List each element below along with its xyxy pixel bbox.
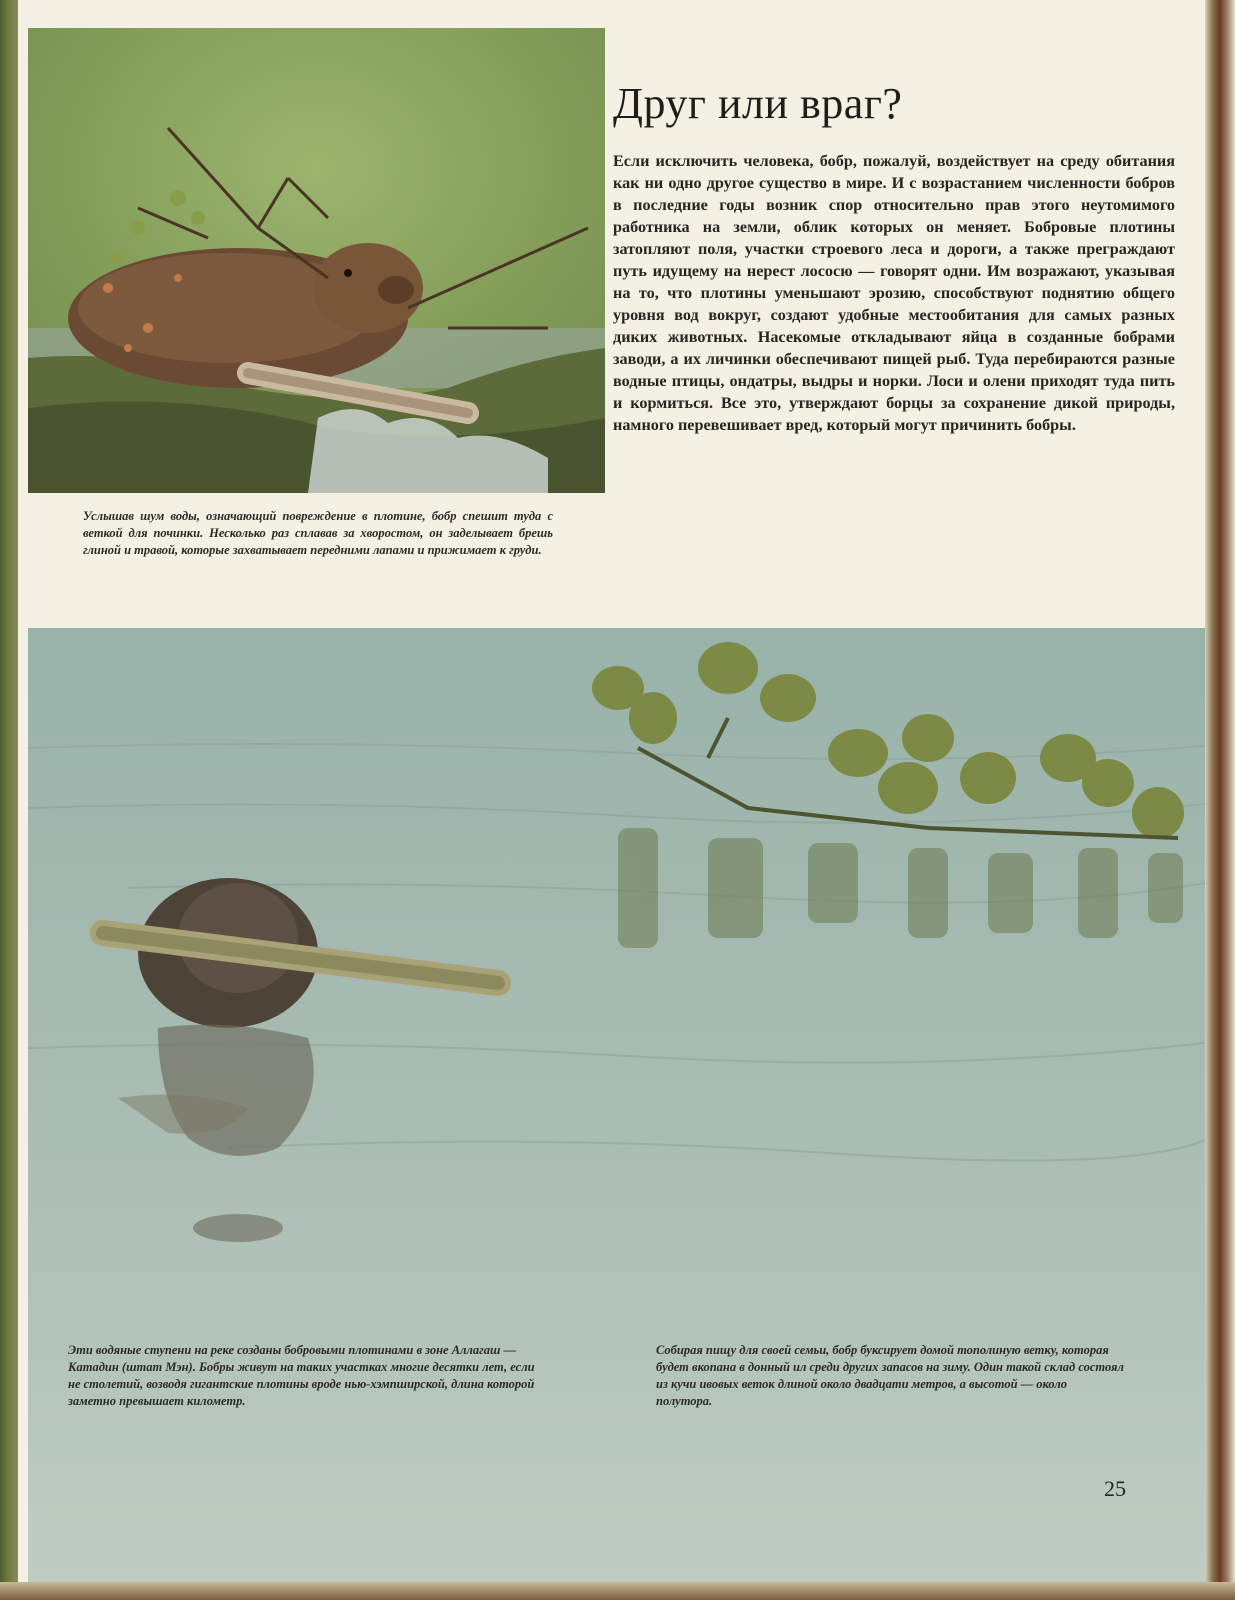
page-bottom-edge [0, 1582, 1235, 1600]
article-body: Если исключить человека, бобр, пожалуй, воздействует на среду обитания как ни одно другое существо в мире. И с возрастанием численности бобров в последние годы возник спор относительно прав этого неутомимого работника на земли, облик которых он меняет. Бобровые плотины затопляют поля, участки строевого леса и дороги, а также преграждают путь идущему на нерест лососю — говорят одни. Им возражают, указывая на то, что плотины уменьшают эрозию, способствуют поднятию общего уровня вод вокруг, создают удобные местообитания для самых разных диких животных. Насекомые откладывают яйца в созданные бобрами заводи, а их личинки обеспечивают пищей рыб. Туда перебираются разные водные птицы, ондатры, выдры и норки. Лоси и олени приходят туда пить и кормиться. Все это, утверждают борцы за сохранение дикой природы, намного перевешивает вред, который могут причинить бобры. [613, 152, 1175, 434]
book-page [18, 0, 1205, 1600]
page-binding-right [1205, 0, 1235, 1600]
page-number: 25 [1104, 1476, 1126, 1501]
bottom-left-caption: Эти водяные ступени на реке созданы бобровыми плотинами в зоне Аллагаш — Катадин (штат Мэн). Бобры живут на таких участках многие десятки лет, если не столетий, возводя гигантские плотины вроде нью-хэмпширской, длина которой заметно превышает километр. [68, 1343, 535, 1408]
page-binding-left [0, 0, 18, 1600]
beaver-with-branch-photo [28, 28, 605, 493]
article-title: Друг или враг? [613, 79, 903, 128]
top-photo-caption: Услышав шум воды, означающий повреждение в плотине, бобр спешит туда с веткой для починки. Несколько раз сплавав за хворостом, он заделывает брешь глиной и травой, которые захватывает передними лапами и прижимает к груди. [83, 509, 553, 557]
bottom-right-caption: Собирая пищу для своей семьи, бобр буксирует домой тополиную ветку, которая будет вкопана в донный ил среди других запасов на зиму. Один такой склад состоял из кучи ивовых веток длиной около двадцати метров, а высотой — около полутора. [656, 1343, 1124, 1408]
beaver-in-water-photo [28, 628, 1205, 1586]
